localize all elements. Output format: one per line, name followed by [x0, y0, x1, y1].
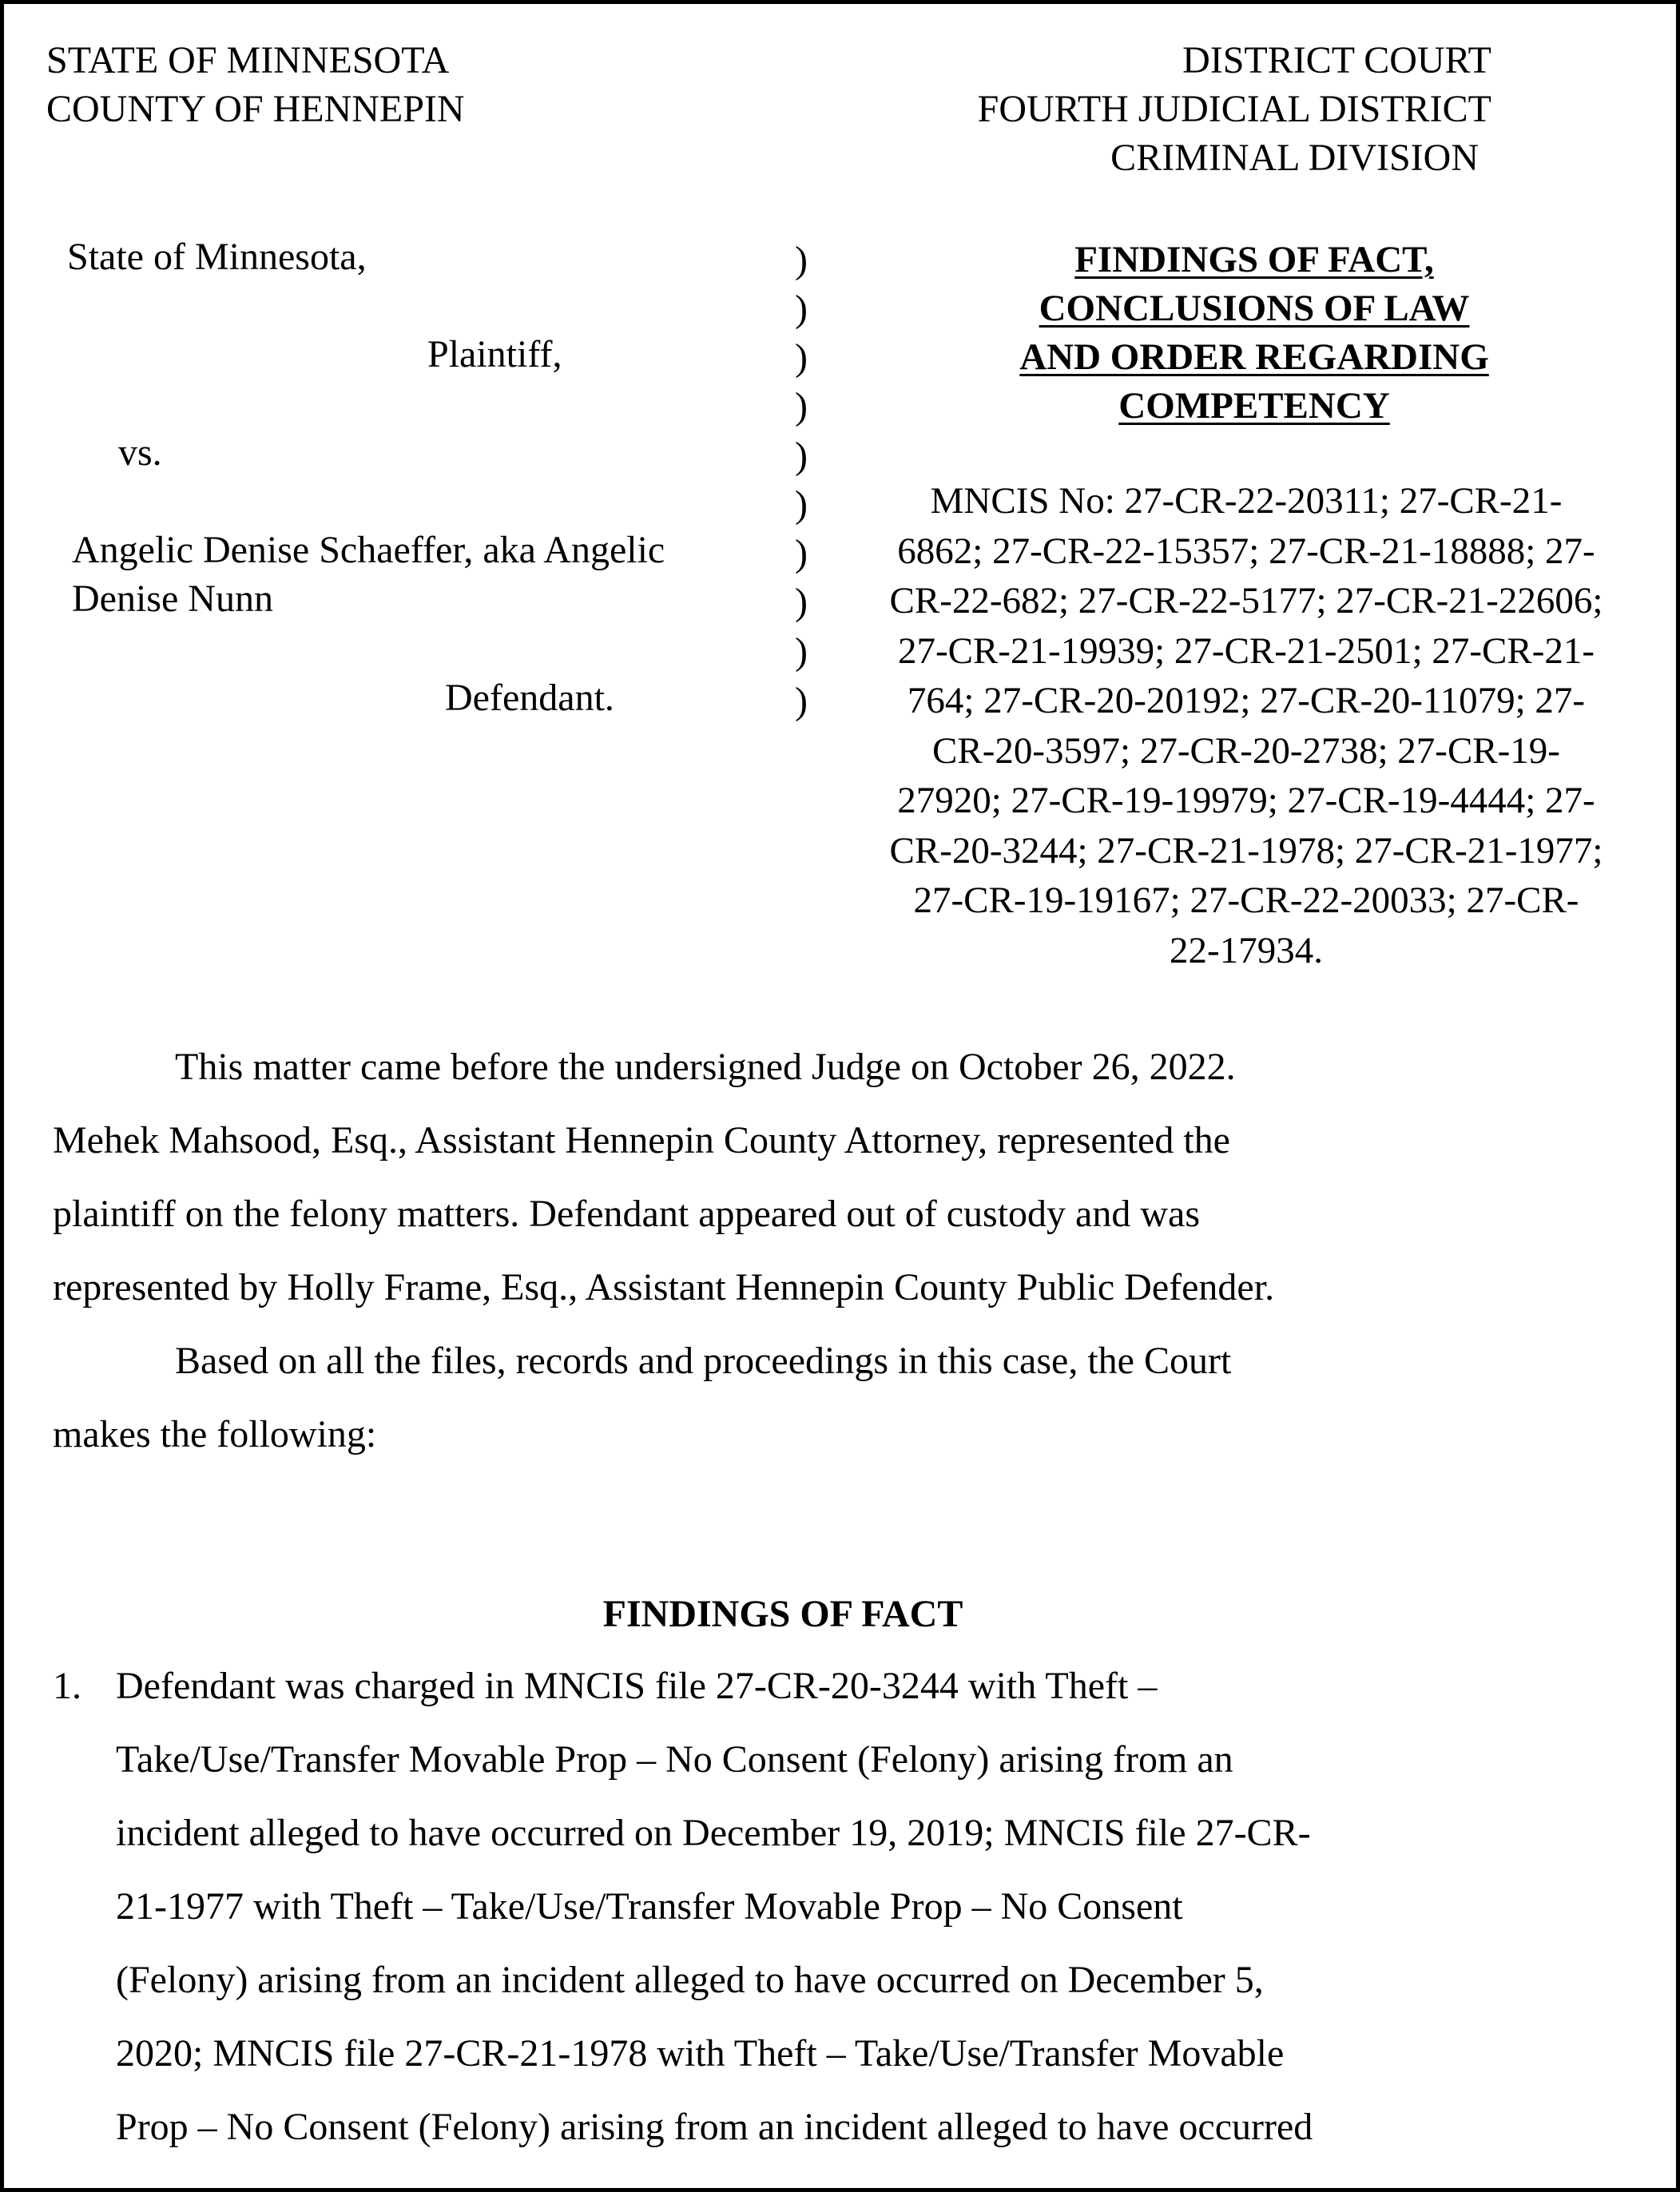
- mncis-line: MNCIS No: 27-CR-22-20311; 27-CR-21-: [930, 480, 1563, 522]
- defendant-name-line-2: Denise Nunn: [72, 578, 273, 620]
- header-county: COUNTY OF HENNEPIN: [46, 88, 465, 130]
- paren: ): [795, 336, 808, 379]
- list-number: 1.: [53, 1665, 81, 1707]
- mncis-line: 27-CR-19-19167; 27-CR-22-20033; 27-CR-: [913, 880, 1579, 921]
- paragraph-line: makes the following:: [53, 1413, 377, 1455]
- mncis-line: CR-20-3597; 27-CR-20-2738; 27-CR-19-: [932, 729, 1560, 772]
- defendant-name-line-1: Angelic Denise Schaeffer, aka Angelic: [72, 529, 665, 571]
- plaintiff-label: Plaintiff,: [427, 333, 562, 375]
- mncis-line: 22-17934.: [1170, 929, 1323, 971]
- title-line: CONCLUSIONS OF LAW: [1039, 288, 1470, 329]
- header-court: DISTRICT COURT: [1182, 39, 1491, 81]
- title-line: FINDINGS OF FACT,: [1074, 239, 1434, 280]
- document-title: [927, 238, 1582, 433]
- mncis-line: 764; 27-CR-20-20192; 27-CR-20-11079; 27-: [907, 680, 1586, 721]
- finding-line: 2020; MNCIS file 27-CR-21-1978 with Theft – Take/Use/Transfer Movable: [116, 2032, 1285, 2075]
- finding-line: incident alleged to have occurred on December 19, 2019; MNCIS file 27-CR-: [116, 1812, 1311, 1854]
- finding-line: 21-1977 with Theft – Take/Use/Transfer Movable Prop – No Consent: [116, 1885, 1183, 1928]
- title-line: AND ORDER REGARDING: [1019, 336, 1489, 378]
- versus: vs.: [118, 431, 162, 474]
- paren: ): [795, 532, 808, 574]
- header-division: CRIMINAL DIVISION: [1110, 137, 1479, 179]
- paren: ): [795, 581, 808, 623]
- paragraph-line: plaintiff on the felony matters. Defendant appeared out of custody and was: [53, 1193, 1200, 1235]
- finding-line: Prop – No Consent (Felony) arising from an incident alleged to have occurred: [116, 2106, 1313, 2148]
- mncis-line: 27-CR-21-19939; 27-CR-21-2501; 27-CR-21-: [897, 629, 1595, 672]
- paren: ): [795, 630, 808, 673]
- mncis-line: 6862; 27-CR-22-15357; 27-CR-21-18888; 27-: [897, 530, 1595, 572]
- paragraph-line: This matter came before the undersigned Judge on October 26, 2022.: [175, 1046, 1236, 1088]
- paragraph-line: Based on all the files, records and proceedings in this case, the Court: [175, 1340, 1232, 1382]
- mncis-line: CR-22-682; 27-CR-22-5177; 27-CR-21-22606;: [889, 580, 1603, 621]
- mncis-line: CR-20-3244; 27-CR-21-1978; 27-CR-21-1977;: [889, 829, 1603, 872]
- finding-line: (Felony) arising from an incident alleged to have occurred on December 5,: [116, 1959, 1264, 2001]
- header-district: FOURTH JUDICIAL DISTRICT: [977, 88, 1491, 130]
- paren: ): [795, 239, 808, 281]
- paragraph-line: Mehek Mahsood, Esq., Assistant Hennepin County Attorney, represented the: [53, 1119, 1230, 1162]
- paren: ): [795, 483, 808, 526]
- paragraph-line: represented by Holly Frame, Esq., Assistant Hennepin County Public Defender.: [53, 1266, 1275, 1308]
- paren: ): [795, 435, 808, 477]
- paren: ): [795, 680, 808, 722]
- title-line: COMPETENCY: [1118, 385, 1390, 427]
- mncis-case-numbers: [847, 479, 1646, 979]
- finding-line: Take/Use/Transfer Movable Prop – No Consent (Felony) arising from an: [116, 1738, 1233, 1781]
- defendant-label: Defendant.: [445, 677, 614, 719]
- finding-line: Defendant was charged in MNCIS file 27-CR-20-3244 with Theft –: [116, 1665, 1158, 1707]
- plaintiff-name: State of Minnesota,: [67, 236, 367, 278]
- header-state: STATE OF MINNESOTA: [46, 39, 450, 81]
- mncis-line: 27920; 27-CR-19-19979; 27-CR-19-4444; 27-: [897, 780, 1595, 821]
- paren: ): [795, 288, 808, 330]
- findings-heading: FINDINGS OF FACT: [602, 1593, 963, 1635]
- paren: ): [795, 385, 808, 427]
